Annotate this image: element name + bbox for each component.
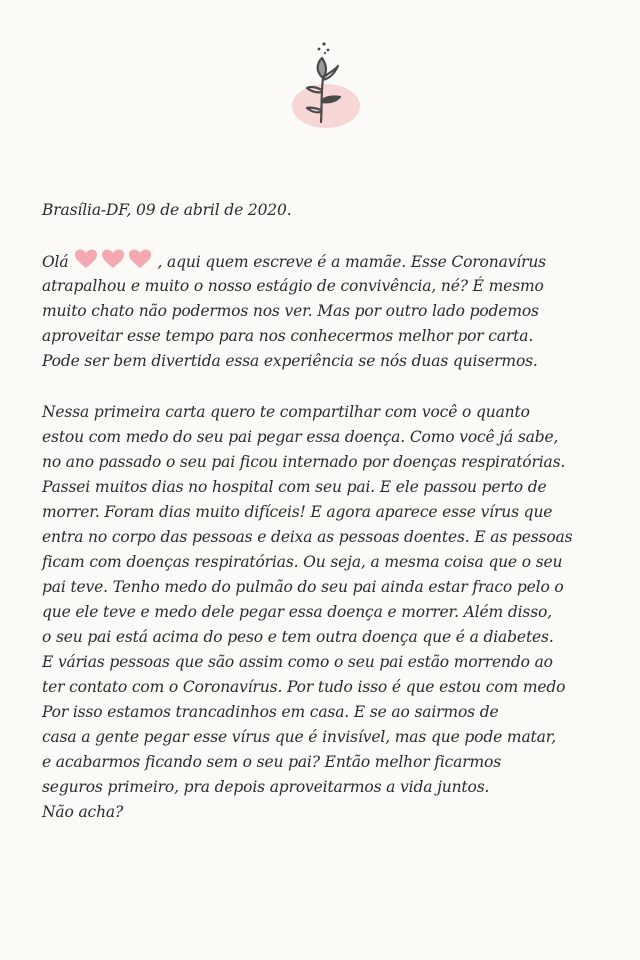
paragraph-line: casa a gente pegar esse vírus que é invisível, mas que pode matar, <box>42 728 557 746</box>
paragraph-line: E várias pessoas que são assim como o seu pai estão morrendo ao <box>42 653 553 671</box>
heart-icon <box>101 249 125 269</box>
paragraph-line: estou com medo do seu pai pegar essa doença. Como você já sabe, <box>42 428 559 446</box>
paragraph-line: entra no corpo das pessoas e deixa as pessoas doentes. E as pessoas <box>42 528 573 546</box>
paragraph-line: seguros primeiro, pra depois aproveitarmos a vida juntos. <box>42 778 490 796</box>
heart-icon <box>74 249 98 269</box>
paragraph-line: Passei muitos dias no hospital com seu pai. E ele passou perto de <box>42 478 547 496</box>
flower-sprig-icon <box>288 38 368 134</box>
paragraph-line: e acabarmos ficando sem o seu pai? Então melhor ficarmos <box>42 753 502 771</box>
paragraph-line: Não acha? <box>42 803 124 821</box>
paragraph-line: no ano passado o seu pai ficou internado por doenças respiratórias. <box>42 453 566 471</box>
paragraph-line: muito chato não podermos nos ver. Mas por outro lado podemos <box>42 302 539 320</box>
greeting-start: Olá <box>42 253 69 271</box>
heart-icon <box>128 249 152 269</box>
paragraph-line: atrapalhou e muito o nosso estágio de convivência, né? É mesmo <box>42 277 544 295</box>
date-line: Brasília-DF, 09 de abril de 2020. <box>42 201 292 219</box>
paragraph-line: Por isso estamos trancadinhos em casa. E se ao sairmos de <box>42 703 499 721</box>
letter-body <box>42 198 620 825</box>
paragraph-line: aproveitar esse tempo para nos conhecermos melhor por carta. <box>42 327 534 345</box>
greeting-rest: , aqui quem escreve é a mamãe. Esse Coronavírus <box>157 253 546 271</box>
paragraph-line: Nessa primeira carta quero te compartilhar com você o quanto <box>42 403 530 421</box>
paragraph-line: que ele teve e medo dele pegar essa doença e morrer. Além disso, <box>42 603 552 621</box>
greeting-line <box>42 249 620 274</box>
paragraph-line: ficam com doenças respiratórias. Ou seja, a mesma coisa que o seu <box>42 553 563 571</box>
paragraph-line: morrer. Foram dias muito difíceis! E agora aparece esse vírus que <box>42 503 553 521</box>
paragraph-line: Pode ser bem divertida essa experiência se nós duas quisermos. <box>42 352 538 370</box>
hearts-group <box>74 249 155 275</box>
pink-blob <box>292 84 360 128</box>
paragraph-line: ter contato com o Coronavírus. Por tudo isso é que estou com medo <box>42 678 566 696</box>
paragraph-line: pai teve. Tenho medo do pulmão do seu pai ainda estar fraco pelo o <box>42 578 564 596</box>
paragraph-line: o seu pai está acima do peso e tem outra doença que é a diabetes. <box>42 628 554 646</box>
